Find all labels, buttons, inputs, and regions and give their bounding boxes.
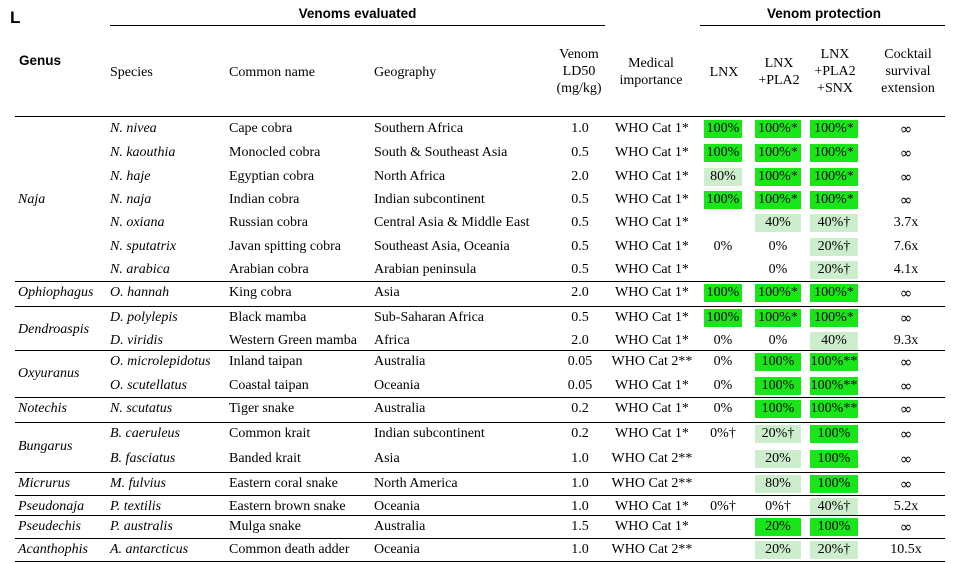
header-ld50-line3: (mg/kg) <box>556 81 602 96</box>
geography-cell: Southeast Asia, Oceania <box>374 239 510 254</box>
venoms-evaluated-rule <box>110 25 605 26</box>
pla2-protection-cell: 100% <box>755 353 801 371</box>
common-name-cell: Cape cobra <box>229 121 293 136</box>
ld50-cell: 0.2 <box>571 401 589 416</box>
medical-importance-cell: WHO Cat 2** <box>611 542 693 557</box>
lnx-protection-cell: 0% <box>713 378 733 393</box>
genus-label: Bungarus <box>18 438 73 454</box>
snx-protection-cell: 100%* <box>810 120 858 138</box>
snx-protection-cell: 100%** <box>810 378 858 393</box>
species-cell: B. caeruleus <box>110 426 180 441</box>
ld50-cell: 1.0 <box>571 451 589 466</box>
header-lnx-pla2-snx <box>808 46 862 97</box>
common-name-cell: Indian cobra <box>229 192 300 207</box>
common-name-cell: Inland taipan <box>229 354 303 369</box>
common-name-cell: Javan spitting cobra <box>229 239 341 254</box>
medical-importance-cell: WHO Cat 1* <box>615 285 689 300</box>
snx-protection-cell: 100%* <box>810 144 858 162</box>
cocktail-extension-cell: ∞ <box>899 450 913 468</box>
geography-cell: Africa <box>374 333 410 348</box>
ld50-cell: 2.0 <box>571 333 589 348</box>
geography-cell: Arabian peninsula <box>374 262 477 277</box>
species-cell: O. microlepidotus <box>110 354 211 369</box>
header-ld50 <box>548 46 610 97</box>
geography-cell: Sub-Saharan Africa <box>374 310 485 325</box>
cocktail-extension-cell: 10.5x <box>890 542 922 557</box>
species-cell: N. nivea <box>110 121 157 136</box>
geography-cell: Australia <box>374 401 426 416</box>
header-bottom-rule <box>15 116 945 117</box>
geography-cell: Asia <box>374 451 400 466</box>
medical-importance-cell: WHO Cat 2** <box>611 451 693 466</box>
venom-protection-rule <box>700 25 945 26</box>
lnx-protection-cell: 0% <box>713 401 733 416</box>
header-medical-line2: importance <box>619 73 683 88</box>
ld50-cell: 1.0 <box>571 542 589 557</box>
cocktail-extension-cell: ∞ <box>899 400 913 418</box>
medical-importance-cell: WHO Cat 1* <box>615 333 689 348</box>
ld50-cell: 0.05 <box>567 378 593 393</box>
common-name-cell: Egyptian cobra <box>229 169 315 184</box>
species-cell: N. haje <box>110 169 151 184</box>
cocktail-extension-cell: 7.6x <box>893 239 919 254</box>
cocktail-extension-cell: ∞ <box>899 309 913 327</box>
header-lnx-pla2 <box>753 55 805 89</box>
venom-protection-header: Venom protection <box>766 6 881 21</box>
pla2-protection-cell: 80% <box>755 475 801 493</box>
ld50-cell: 0.5 <box>571 145 589 160</box>
ld50-cell: 0.5 <box>571 239 589 254</box>
ld50-cell: 2.0 <box>571 169 589 184</box>
species-cell: N. kaouthia <box>110 145 176 160</box>
header-common-name: Common name <box>229 65 315 80</box>
header-lnx-pla2-line2: +PLA2 <box>758 73 800 88</box>
pla2-protection-cell: 20% <box>755 450 801 468</box>
medical-importance-cell: WHO Cat 2** <box>611 476 693 491</box>
genus-label: Ophiophagus <box>18 285 94 300</box>
medical-importance-cell: WHO Cat 1* <box>615 215 689 230</box>
genus-label: Notechis <box>18 401 67 416</box>
panel-label: L <box>10 8 21 27</box>
snx-protection-cell: 100%* <box>810 191 858 209</box>
pla2-protection-cell: 40% <box>755 214 801 232</box>
snx-protection-cell: 40%† <box>810 214 858 232</box>
cocktail-extension-cell: 4.1x <box>893 262 919 277</box>
pla2-protection-cell: 100%* <box>755 144 801 162</box>
medical-importance-cell: WHO Cat 1* <box>615 192 689 207</box>
ld50-cell: 0.2 <box>571 426 589 441</box>
common-name-cell: Arabian cobra <box>229 262 309 277</box>
header-ld50-line2: LD50 <box>562 64 596 79</box>
geography-cell: Oceania <box>374 499 420 514</box>
medical-importance-cell: WHO Cat 1* <box>615 310 689 325</box>
genus-divider <box>15 515 945 516</box>
header-species: Species <box>110 65 153 80</box>
cocktail-extension-cell: 5.2x <box>893 499 919 514</box>
snx-protection-cell: 100% <box>810 425 858 443</box>
genus-label: Pseudonaja <box>18 499 85 514</box>
genus-divider <box>15 538 945 539</box>
species-cell: D. viridis <box>110 333 163 348</box>
medical-importance-cell: WHO Cat 1* <box>615 401 689 416</box>
ld50-cell: 0.5 <box>571 215 589 230</box>
medical-importance-cell: WHO Cat 1* <box>615 262 689 277</box>
genus-label: Acanthophis <box>18 542 88 557</box>
lnx-protection-cell: 0%† <box>710 499 736 514</box>
ld50-cell: 0.5 <box>571 192 589 207</box>
pla2-protection-cell: 100%* <box>755 309 801 327</box>
geography-cell: Oceania <box>374 542 420 557</box>
genus-divider <box>15 306 945 307</box>
species-cell: P. textilis <box>110 499 162 514</box>
medical-importance-cell: WHO Cat 1* <box>615 426 689 441</box>
lnx-protection-cell: 80% <box>704 168 742 186</box>
snx-protection-cell: 100%* <box>810 168 858 186</box>
common-name-cell: Eastern coral snake <box>229 476 338 491</box>
geography-cell: Oceania <box>374 378 420 393</box>
medical-importance-cell: WHO Cat 1* <box>615 378 689 393</box>
header-ld50-line1: Venom <box>559 47 599 62</box>
common-name-cell: Eastern brown snake <box>229 499 346 514</box>
pla2-protection-cell: 0% <box>768 262 788 277</box>
species-cell: N. arabica <box>110 262 170 277</box>
common-name-cell: Coastal taipan <box>229 378 309 393</box>
cocktail-extension-cell: 3.7x <box>893 215 919 230</box>
snx-protection-cell: 20%† <box>810 238 858 256</box>
genus-divider <box>15 422 945 423</box>
header-genus: Genus <box>19 53 62 68</box>
header-snx-line1: LNX <box>820 47 850 62</box>
genus-divider <box>15 397 945 398</box>
lnx-protection-cell: 100% <box>704 144 742 162</box>
cocktail-extension-cell: ∞ <box>899 425 913 443</box>
header-medical <box>609 55 693 89</box>
pla2-protection-cell: 100%* <box>755 168 801 186</box>
venoms-evaluated-header: Venoms evaluated <box>298 6 417 21</box>
snx-protection-cell: 100%** <box>810 354 858 369</box>
header-cocktail-line1: Cocktail <box>884 47 932 62</box>
header-geography: Geography <box>374 65 437 80</box>
snx-protection-cell: 100%* <box>810 309 858 327</box>
cocktail-extension-cell: ∞ <box>899 377 913 395</box>
geography-cell: Indian subcontinent <box>374 426 485 441</box>
species-cell: M. fulvius <box>110 476 166 491</box>
cocktail-extension-cell: ∞ <box>899 353 913 371</box>
genus-divider <box>15 472 945 473</box>
lnx-protection-cell: 100% <box>704 284 742 302</box>
common-name-cell: Black mamba <box>229 310 307 325</box>
geography-cell: Central Asia & Middle East <box>374 215 530 230</box>
lnx-protection-cell: 100% <box>704 191 742 209</box>
genus-label: Pseudechis <box>18 519 81 534</box>
species-cell: B. fasciatus <box>110 451 176 466</box>
cocktail-extension-cell: 9.3x <box>893 333 919 348</box>
species-cell: N. naja <box>110 192 152 207</box>
lnx-protection-cell: 100% <box>704 309 742 327</box>
snx-protection-cell: 20%† <box>810 541 858 559</box>
snx-protection-cell: 20%† <box>810 261 858 279</box>
medical-importance-cell: WHO Cat 1* <box>615 239 689 254</box>
genus-label: Dendroaspis <box>18 321 90 337</box>
pla2-protection-cell: 0% <box>768 333 788 348</box>
common-name-cell: Western Green mamba <box>229 333 357 348</box>
lnx-protection-cell: 0%† <box>710 426 736 441</box>
pla2-protection-cell: 100%* <box>755 191 801 209</box>
ld50-cell: 1.0 <box>571 476 589 491</box>
geography-cell: Asia <box>374 285 400 300</box>
ld50-cell: 1.0 <box>571 499 589 514</box>
species-cell: A. antarcticus <box>110 542 189 557</box>
header-snx-line2: +PLA2 <box>814 64 856 79</box>
pla2-protection-cell: 0% <box>768 239 788 254</box>
medical-importance-cell: WHO Cat 1* <box>615 169 689 184</box>
pla2-protection-cell: 20% <box>755 541 801 559</box>
cocktail-extension-cell: ∞ <box>899 518 913 536</box>
cocktail-extension-cell: ∞ <box>899 168 913 186</box>
snx-protection-cell: 40%† <box>810 498 858 516</box>
pla2-protection-cell: 100% <box>755 400 801 418</box>
medical-importance-cell: WHO Cat 1* <box>615 145 689 160</box>
medical-importance-cell: WHO Cat 2** <box>611 354 693 369</box>
header-lnx-pla2-line1: LNX <box>764 56 794 71</box>
ld50-cell: 1.0 <box>571 121 589 136</box>
ld50-cell: 1.5 <box>571 519 589 534</box>
common-name-cell: King cobra <box>229 285 292 300</box>
common-name-cell: Mulga snake <box>229 519 301 534</box>
species-cell: N. sputatrix <box>110 239 177 254</box>
common-name-cell: Monocled cobra <box>229 145 321 160</box>
geography-cell: North America <box>374 476 458 491</box>
snx-protection-cell: 100% <box>810 475 858 493</box>
header-medical-line1: Medical <box>628 56 674 71</box>
species-cell: O. scutellatus <box>110 378 187 393</box>
species-cell: N. scutatus <box>110 401 173 416</box>
genus-divider <box>15 350 945 351</box>
genus-divider <box>15 281 945 282</box>
snx-protection-cell: 100% <box>810 518 858 536</box>
header-lnx: LNX <box>709 65 739 80</box>
cocktail-extension-cell: ∞ <box>899 284 913 302</box>
geography-cell: Australia <box>374 519 426 534</box>
table-bottom-rule <box>15 561 945 562</box>
pla2-protection-cell: 0%† <box>765 499 791 514</box>
genus-label: Oxyuranus <box>18 366 80 381</box>
genus-label: Micrurus <box>18 476 71 491</box>
medical-importance-cell: WHO Cat 1* <box>615 519 689 534</box>
cocktail-extension-cell: ∞ <box>899 191 913 209</box>
common-name-cell: Common krait <box>229 426 311 441</box>
ld50-cell: 0.5 <box>571 310 589 325</box>
medical-importance-cell: WHO Cat 1* <box>615 499 689 514</box>
species-cell: D. polylepis <box>110 310 178 325</box>
common-name-cell: Tiger snake <box>229 401 295 416</box>
pla2-protection-cell: 100%* <box>755 120 801 138</box>
common-name-cell: Common death adder <box>229 542 350 557</box>
species-cell: O. hannah <box>110 285 170 300</box>
lnx-protection-cell: 100% <box>704 120 742 138</box>
ld50-cell: 0.05 <box>567 354 593 369</box>
geography-cell: South & Southeast Asia <box>374 145 508 160</box>
medical-importance-cell: WHO Cat 1* <box>615 121 689 136</box>
snx-protection-cell: 100%* <box>810 284 858 302</box>
lnx-protection-cell: 0% <box>713 239 733 254</box>
common-name-cell: Russian cobra <box>229 215 308 230</box>
species-cell: N. oxiana <box>110 215 165 230</box>
species-cell: P. australis <box>110 519 173 534</box>
pla2-protection-cell: 20%† <box>755 425 801 443</box>
cocktail-extension-cell: ∞ <box>899 144 913 162</box>
geography-cell: Indian subcontinent <box>374 192 485 207</box>
pla2-protection-cell: 20% <box>755 518 801 536</box>
header-cocktail-line2: survival <box>885 64 931 79</box>
header-snx-line3: +SNX <box>817 81 853 96</box>
cocktail-extension-cell: ∞ <box>899 120 913 138</box>
lnx-protection-cell: 0% <box>713 354 733 369</box>
pla2-protection-cell: 100%* <box>755 284 801 302</box>
snx-protection-cell: 40% <box>810 332 858 350</box>
genus-divider <box>15 495 945 496</box>
header-cocktail <box>870 46 946 97</box>
snx-protection-cell: 100% <box>810 450 858 468</box>
pla2-protection-cell: 100% <box>755 377 801 395</box>
header-cocktail-line3: extension <box>881 81 935 96</box>
geography-cell: Australia <box>374 354 426 369</box>
ld50-cell: 0.5 <box>571 262 589 277</box>
cocktail-extension-cell: ∞ <box>899 475 913 493</box>
genus-label: Naja <box>18 191 46 207</box>
geography-cell: North Africa <box>374 169 446 184</box>
lnx-protection-cell: 0% <box>713 333 733 348</box>
geography-cell: Southern Africa <box>374 121 464 136</box>
snx-protection-cell: 100%** <box>810 401 858 416</box>
ld50-cell: 2.0 <box>571 285 589 300</box>
common-name-cell: Banded krait <box>229 451 301 466</box>
